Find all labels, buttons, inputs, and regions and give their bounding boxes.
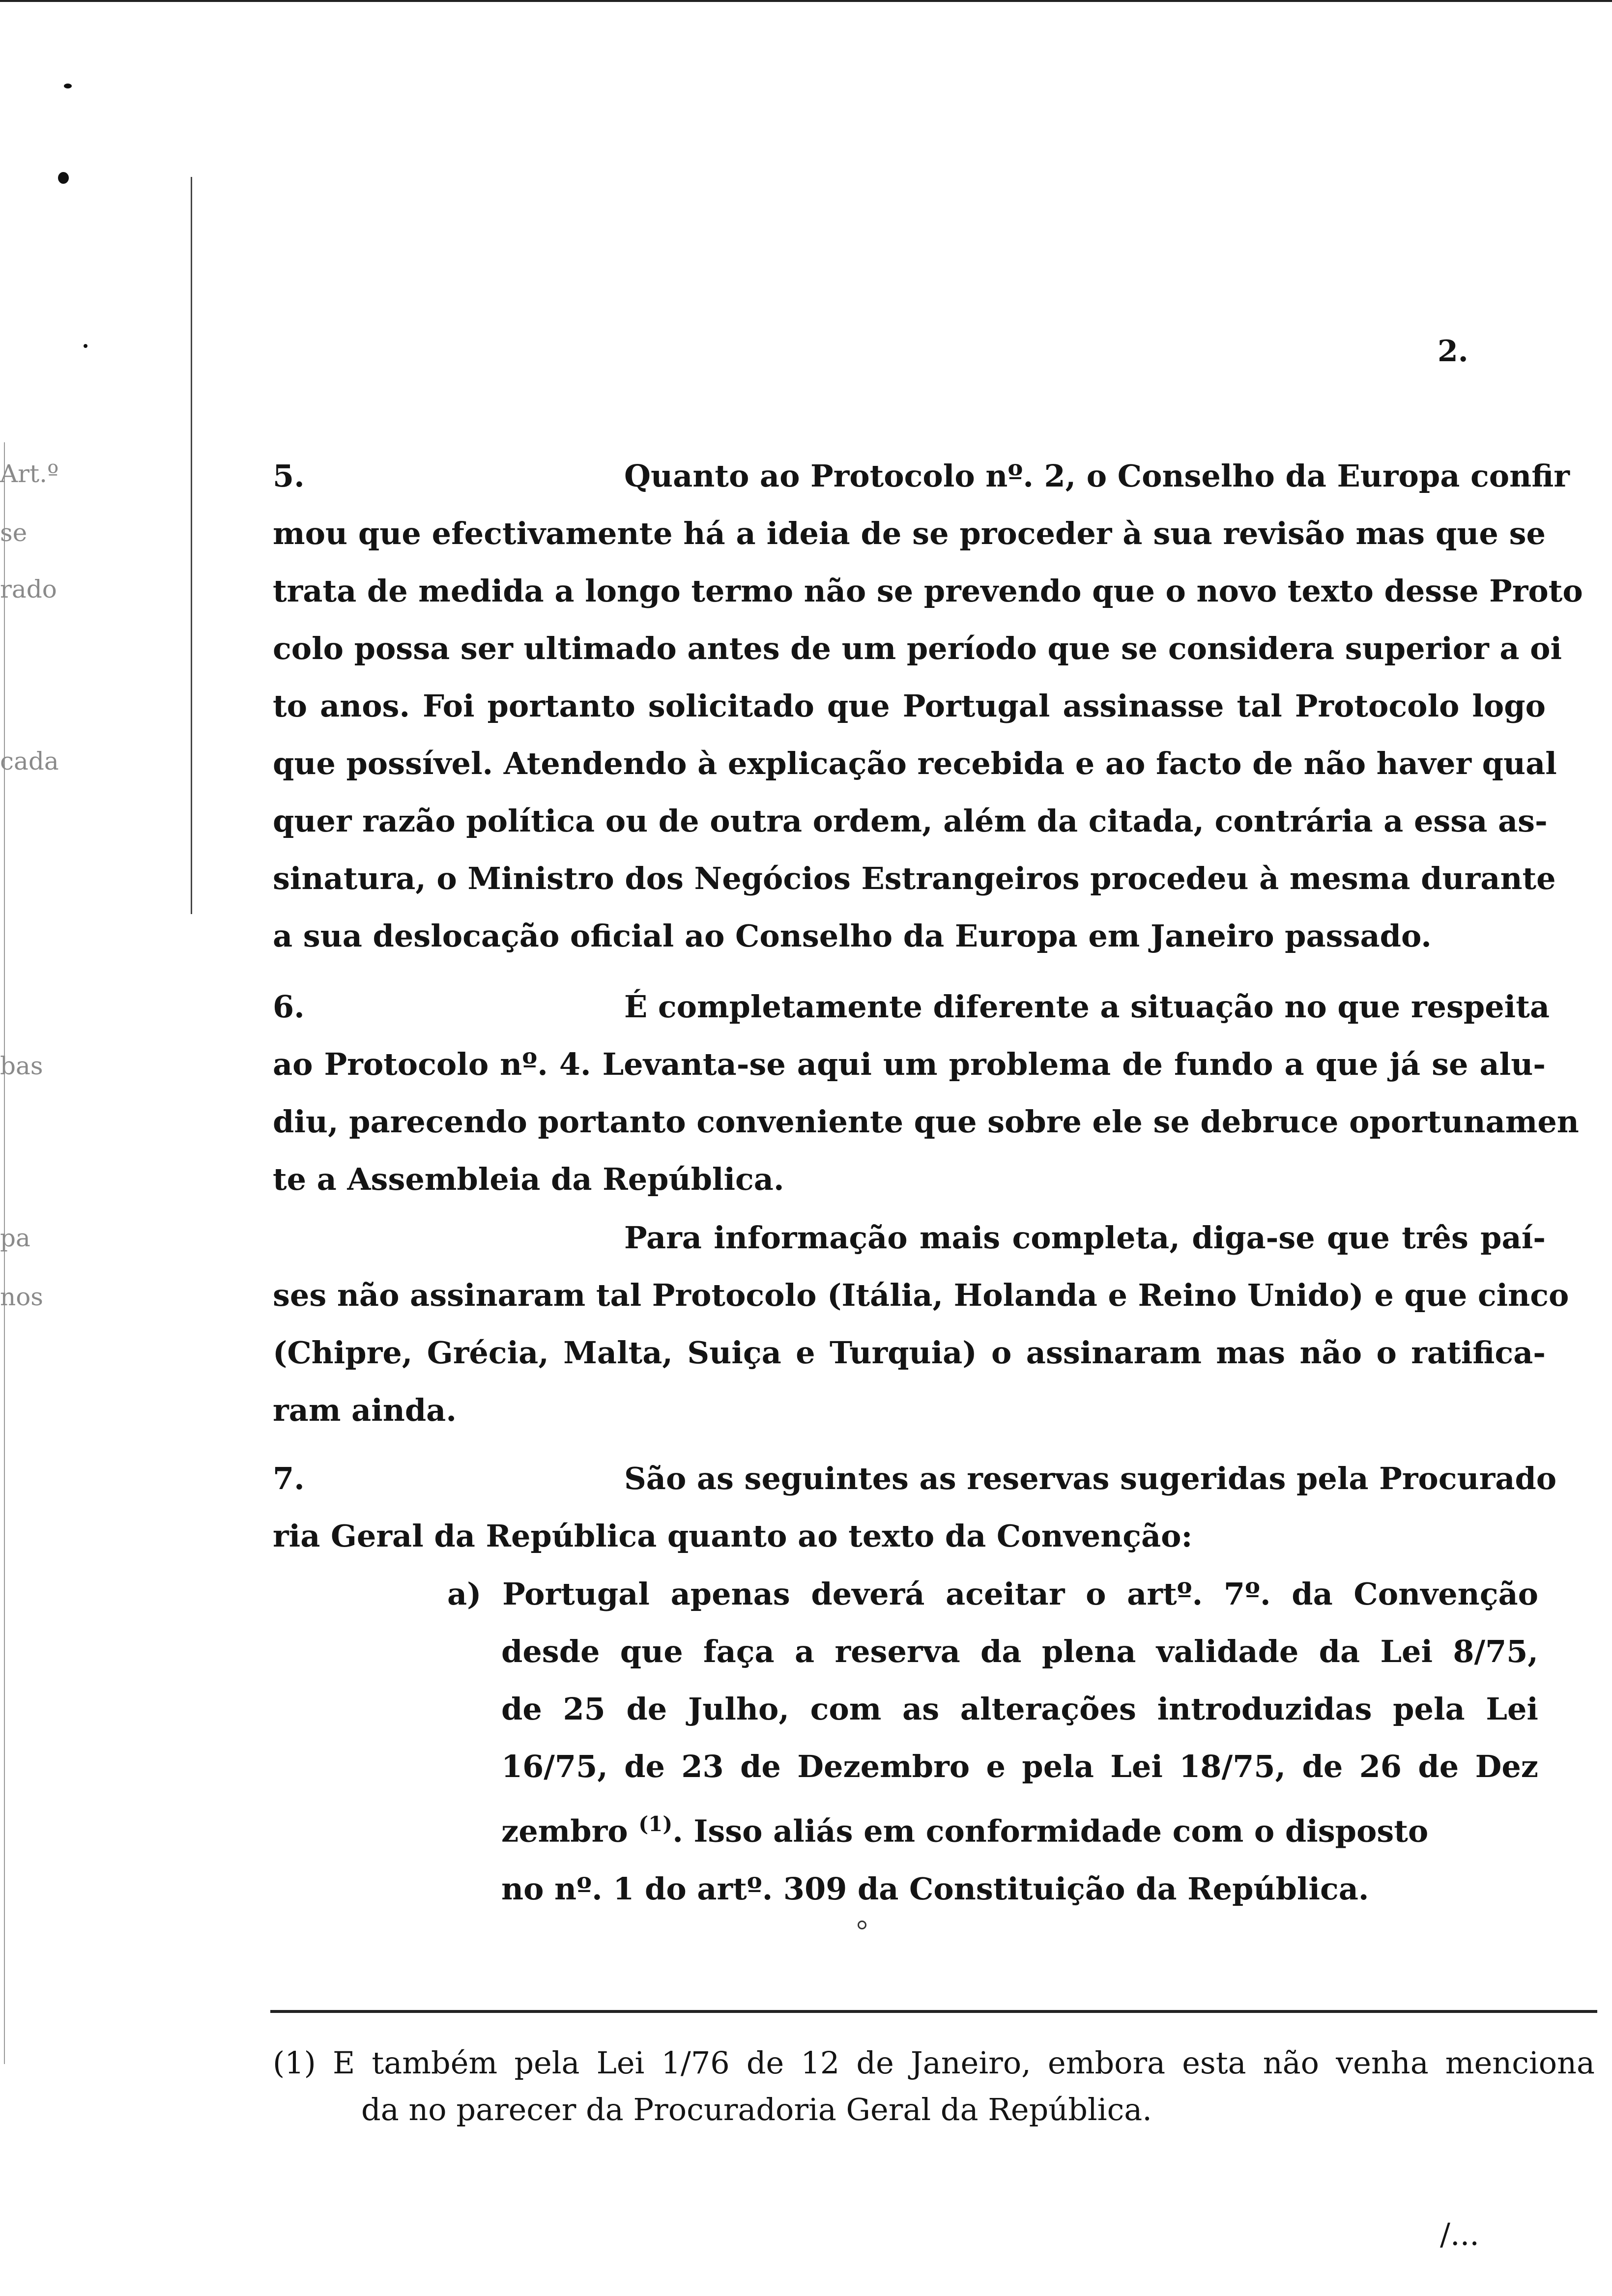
- text-line: trata de medida a longo termo não se prevendo que o novo texto desse Proto: [273, 573, 1583, 609]
- margin-fragment: pa: [0, 1224, 30, 1252]
- text-line: desde que faça a reserva da plena validade da Lei 8/75,: [501, 1634, 1538, 1669]
- footnote-rule: [270, 2010, 1597, 2013]
- margin-line-lower: [4, 442, 5, 2064]
- paragraph-number: 5.: [273, 458, 305, 494]
- text-line: Para informação mais completa, diga-se que três paí-: [624, 1220, 1546, 1256]
- text-line: . Isso aliás em conformidade com o disposto: [672, 1813, 1429, 1849]
- paragraph-7: [273, 1450, 1557, 1565]
- scan-speck: [64, 84, 72, 88]
- text-line: colo possa ser ultimado antes de um período que se considera superior a oi: [273, 631, 1562, 666]
- text-line: mou que efectivamente há a ideia de se proceder à sua revisão mas que se: [273, 516, 1546, 551]
- text-line: diu, parecendo portanto conveniente que sobre ele se debruce oportunamen: [273, 1104, 1579, 1140]
- paragraph-number: 6.: [273, 989, 305, 1025]
- continuation-mark: /...: [1440, 2216, 1480, 2252]
- footnote-line: (1) E também pela Lei 1/76 de 12 de Janeiro, embora esta não venha menciona: [273, 2045, 1595, 2081]
- top-border: [0, 0, 1612, 2]
- text-line: quer razão política ou de outra ordem, além da citada, contrária a essa as-: [273, 803, 1548, 839]
- paragraph-6: [273, 978, 1579, 1208]
- text-line: to anos. Foi portanto solicitado que Portugal assinasse tal Protocolo logo: [273, 688, 1546, 724]
- paragraph-5: [273, 447, 1583, 965]
- margin-line: [191, 177, 192, 914]
- scan-mark: [858, 1921, 866, 1929]
- text-line: ao Protocolo nº. 4. Levanta-se aqui um problema de fundo a que já se alu-: [273, 1046, 1546, 1082]
- text-line: no nº. 1 do artº. 309 da Constituição da República.: [501, 1870, 1369, 1907]
- footnote: [273, 2039, 1595, 2133]
- scan-speck: [58, 172, 69, 184]
- text-line: ria Geral da República quanto ao texto da Convenção:: [273, 1518, 1193, 1554]
- text-line: Portugal apenas deverá aceitar o artº. 7º. da Convenção: [502, 1576, 1538, 1612]
- paragraph-number: 7.: [273, 1461, 305, 1496]
- margin-fragment: nos: [0, 1283, 43, 1311]
- item-label: a): [447, 1576, 482, 1612]
- text-line: ses não assinaram tal Protocolo (Itália, Holanda e Reino Unido) e que cinco: [273, 1277, 1569, 1313]
- text-line: de 25 de Julho, com as alterações introduzidas pela Lei: [501, 1691, 1538, 1727]
- text-line: É completamente diferente a situação no que respeita: [624, 989, 1550, 1025]
- reservation-item-a: [447, 1565, 1538, 1918]
- text-line: sinatura, o Ministro dos Negócios Estrangeiros procedeu à mesma durante: [273, 861, 1556, 896]
- text-line: 16/75, de 23 de Dezembro e pela Lei 18/75, de 26 de Dez: [501, 1749, 1538, 1784]
- margin-fragment: bas: [0, 1052, 43, 1080]
- text-line: que possível. Atendendo à explicação recebida e ao facto de não haver qual: [273, 746, 1557, 781]
- text-line: a sua deslocação oficial ao Conselho da Europa em Janeiro passado.: [273, 918, 1432, 954]
- text-line: zembro: [501, 1813, 628, 1849]
- text-line: te a Assembleia da República.: [273, 1161, 784, 1197]
- paragraph-6-info: [273, 1209, 1569, 1439]
- scan-speck: [84, 344, 87, 348]
- margin-fragment: se: [0, 518, 28, 547]
- text-line: (Chipre, Grécia, Malta, Suiça e Turquia) o assinaram mas não o ratifica-: [273, 1335, 1546, 1371]
- footnote-line: da no parecer da Procuradoria Geral da República.: [361, 2092, 1152, 2127]
- text-line: ram ainda.: [273, 1392, 457, 1428]
- text-line: São as seguintes as reservas sugeridas pela Procurado: [624, 1461, 1557, 1496]
- margin-fragment: Art.º: [0, 459, 59, 488]
- margin-fragment: rado: [0, 575, 57, 603]
- footnote-reference: (1): [638, 1812, 673, 1836]
- page-number: 2.: [1438, 334, 1468, 369]
- text-line: Quanto ao Protocolo nº. 2, o Conselho da Europa confir: [624, 458, 1570, 494]
- margin-fragment: cada: [0, 747, 59, 775]
